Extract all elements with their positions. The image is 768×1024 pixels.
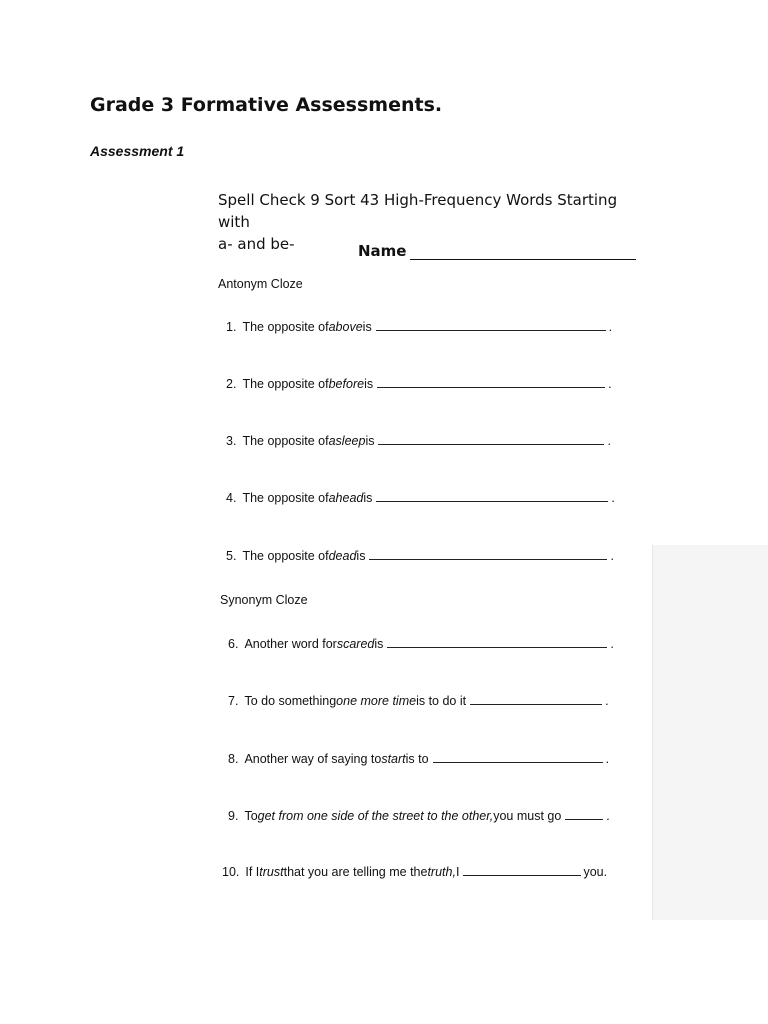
question-7: 7. To do something one more time is to do it . <box>228 694 609 708</box>
answer-blank[interactable] <box>565 808 603 820</box>
answer-blank[interactable] <box>470 693 602 705</box>
name-field[interactable] <box>410 245 636 260</box>
antonym-section-heading: Antonym Cloze <box>218 277 303 291</box>
answer-blank[interactable] <box>376 490 608 502</box>
question-2: 2. The opposite of before is . <box>226 377 612 391</box>
question-number: 5. <box>226 549 237 563</box>
question-number: 1. <box>226 320 237 334</box>
assessment-label: Assessment 1 <box>90 143 185 159</box>
answer-blank[interactable] <box>369 548 607 560</box>
answer-blank[interactable] <box>433 751 603 763</box>
page-title: Grade 3 Formative Assessments. <box>90 94 443 116</box>
scan-page-edge <box>652 545 768 920</box>
question-number: 7. <box>228 694 239 708</box>
question-1: 1. The opposite of above is . <box>226 320 613 334</box>
question-6: 6. Another word for scared is . <box>228 637 614 651</box>
worksheet-title-line-1: Spell Check 9 Sort 43 High-Frequency Words Starting with <box>218 191 618 231</box>
question-number: 2. <box>226 377 237 391</box>
answer-blank[interactable] <box>387 636 607 648</box>
question-number: 10. <box>222 865 240 879</box>
question-10: 10. If I trust that you are telling me the truth, I you. <box>222 865 608 879</box>
synonym-section-heading: Synonym Cloze <box>220 593 308 607</box>
answer-blank[interactable] <box>376 319 606 331</box>
answer-blank[interactable] <box>378 433 604 445</box>
name-row <box>358 242 636 260</box>
question-9: 9. To get from one side of the street to the other, you must go . <box>228 809 610 823</box>
question-number: 4. <box>226 491 237 505</box>
question-number: 9. <box>228 809 239 823</box>
question-number: 8. <box>228 752 239 766</box>
answer-blank[interactable] <box>463 864 581 876</box>
name-label: Name <box>358 242 407 260</box>
question-4: 4. The opposite of ahead is . <box>226 491 615 505</box>
answer-blank[interactable] <box>377 376 605 388</box>
worksheet-title-line-2: a- and be- <box>218 235 295 253</box>
question-3: 3. The opposite of asleep is . <box>226 434 611 448</box>
question-8: 8. Another way of saying to start is to . <box>228 752 610 766</box>
question-number: 3. <box>226 434 237 448</box>
question-number: 6. <box>228 637 239 651</box>
question-5: 5. The opposite of dead is . <box>226 549 614 563</box>
